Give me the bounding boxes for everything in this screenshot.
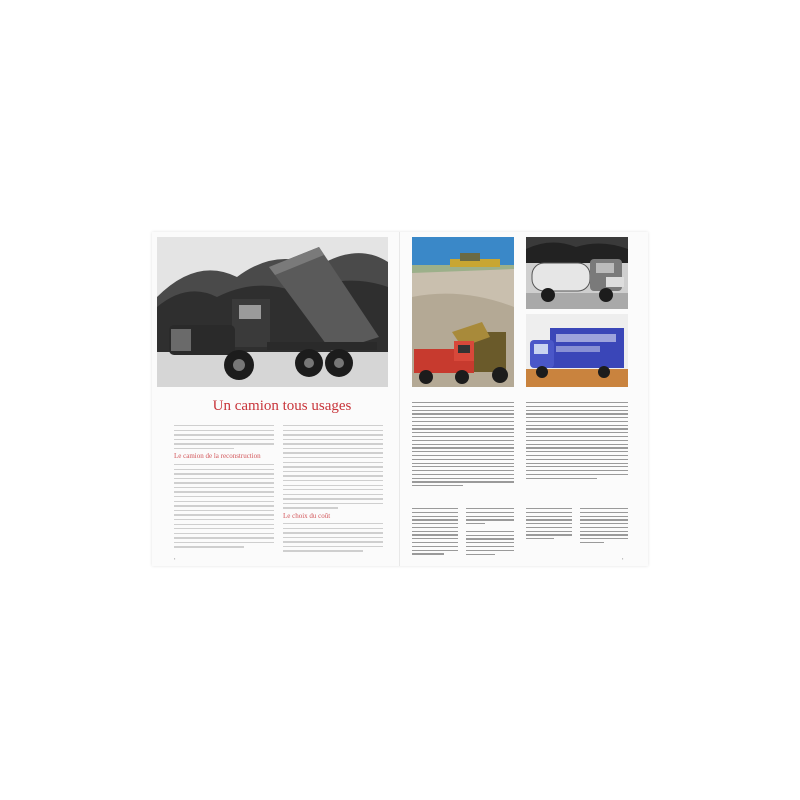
text-column-1a xyxy=(174,425,274,452)
dump-truck-photo xyxy=(157,237,388,387)
left-folio-mark: ▪ xyxy=(174,556,176,561)
text-column-2a xyxy=(283,425,383,512)
subhead-cost: Le choix du coût xyxy=(283,512,331,520)
caption-column-3 xyxy=(526,508,572,542)
caption-column-2 xyxy=(466,508,514,557)
caption-column-4 xyxy=(580,508,628,546)
tanker-photo xyxy=(526,237,628,309)
quarry-photo xyxy=(412,237,514,387)
caption-column-1 xyxy=(412,508,458,557)
left-page xyxy=(152,232,400,566)
article-headline: Un camion tous usages xyxy=(212,398,352,414)
moving-van-photo xyxy=(526,314,628,387)
text-column-1b xyxy=(174,464,274,551)
right-page xyxy=(400,232,648,566)
subhead-reconstruction: Le camion de la reconstruction xyxy=(174,452,261,460)
text-column-2b xyxy=(283,523,383,555)
right-folio-mark: ▪ xyxy=(622,556,624,561)
right-text-column-2a xyxy=(526,402,628,481)
right-text-column-1a xyxy=(412,402,514,489)
magazine-spread xyxy=(152,232,648,566)
